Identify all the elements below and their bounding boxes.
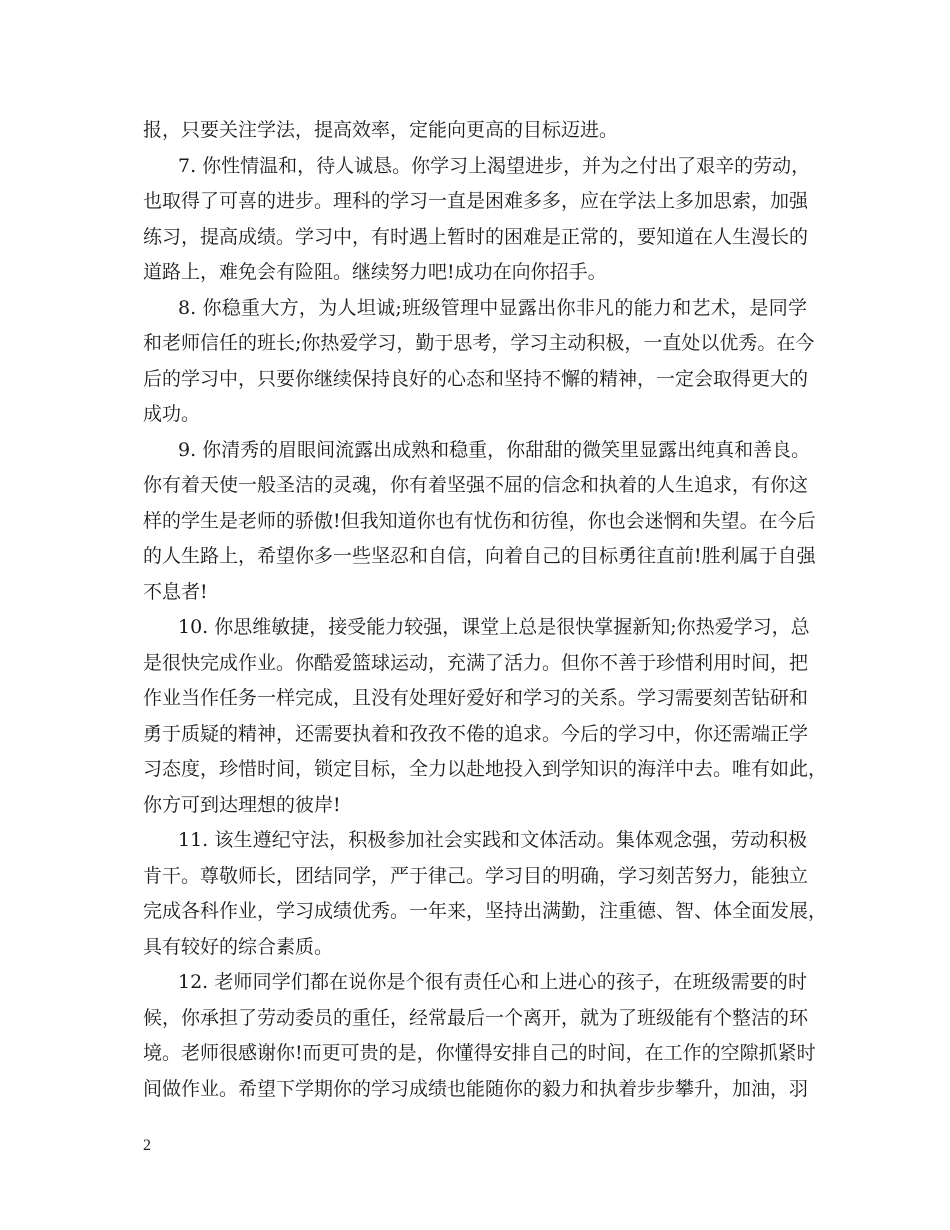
text-line: 境。老师很感谢你!而更可贵的是，你懂得安排自己的时间，在工作的空隙抓紧时 [143, 1042, 816, 1064]
text-line: 成功。 [143, 403, 201, 425]
text-line: 候，你承担了劳动委员的重任，经常最后一个离开，就为了班级能有个整洁的环 [143, 1007, 809, 1029]
text-line: 是很快完成作业。你酷爱篮球运动，充满了活力。但你不善于珍惜利用时间，把 [143, 652, 809, 674]
text-line: 7. 你性情温和，待人诚恳。你学习上渴望进步，并为之付出了艰辛的劳动， [178, 155, 811, 177]
text-line: 的人生路上，希望你多一些坚忍和自信，向着自己的目标勇往直前!胜利属于自强 [143, 545, 816, 567]
text-line: 道路上，难免会有险阻。继续努力吧!成功在向你招手。 [143, 261, 607, 283]
text-line: 完成各科作业，学习成绩优秀。一年来，坚持出满勤，注重德、智、体全面发展， [143, 900, 828, 922]
text-line: 8. 你稳重大方，为人坦诚;班级管理中显露出你非凡的能力和艺术，是同学 [178, 297, 807, 319]
text-line: 报，只要关注学法，提高效率，定能向更高的目标迈进。 [143, 119, 619, 141]
text-line: 作业当作任务一样完成，且没有处理好爱好和学习的关系。学习需要刻苦钻研和 [143, 687, 809, 709]
text-line: 11. 该生遵纪守法，积极参加社会实践和文体活动。集体观念强，劳动积极 [178, 829, 807, 851]
text-line: 间做作业。希望下学期你的学习成绩也能随你的毅力和执着步步攀升，加油，羽 [143, 1078, 809, 1100]
page-number: 2 [143, 1137, 151, 1154]
text-line: 你有着天使一般圣洁的灵魂，你有着坚强不屈的信念和执着的人生追求，有你这 [143, 474, 809, 496]
text-line: 勇于质疑的精神，还需要执着和孜孜不倦的追求。今后的学习中，你还需端正学 [143, 723, 809, 745]
text-line: 习态度，珍惜时间，锁定目标，全力以赴地投入到学知识的海洋中去。唯有如此， [143, 758, 828, 780]
text-line: 10. 你思维敏捷，接受能力较强，课堂上总是很快掌握新知;你热爱学习，总 [178, 616, 810, 638]
text-line: 练习，提高成绩。学习中，有时遇上暂时的困难是正常的，要知道在人生漫长的 [143, 226, 809, 248]
text-line: 不息者! [143, 581, 208, 603]
text-line: 也取得了可喜的进步。理科的学习一直是困难多多，应在学法上多加思索，加强 [143, 190, 809, 212]
text-line: 12. 老师同学们都在说你是个很有责任心和上进心的孩子，在班级需要的时 [178, 971, 807, 993]
text-line: 9. 你清秀的眉眼间流露出成熟和稳重，你甜甜的微笑里显露出纯真和善良。 [178, 439, 811, 461]
text-line: 你方可到达理想的彼岸! [143, 794, 341, 816]
text-line: 后的学习中，只要你继续保持良好的心态和坚持不懈的精神，一定会取得更大的 [143, 368, 809, 390]
text-line: 具有较好的综合素质。 [143, 936, 334, 958]
text-line: 样的学生是老师的骄傲!但我知道你也有忧伤和彷徨，你也会迷惘和失望。在今后 [143, 510, 816, 532]
text-line: 和老师信任的班长;你热爱学习，勤于思考，学习主动积极，一直处以优秀。在今 [143, 332, 815, 354]
text-line: 肯干。尊敬师长，团结同学，严于律己。学习目的明确，学习刻苦努力，能独立 [143, 865, 809, 887]
